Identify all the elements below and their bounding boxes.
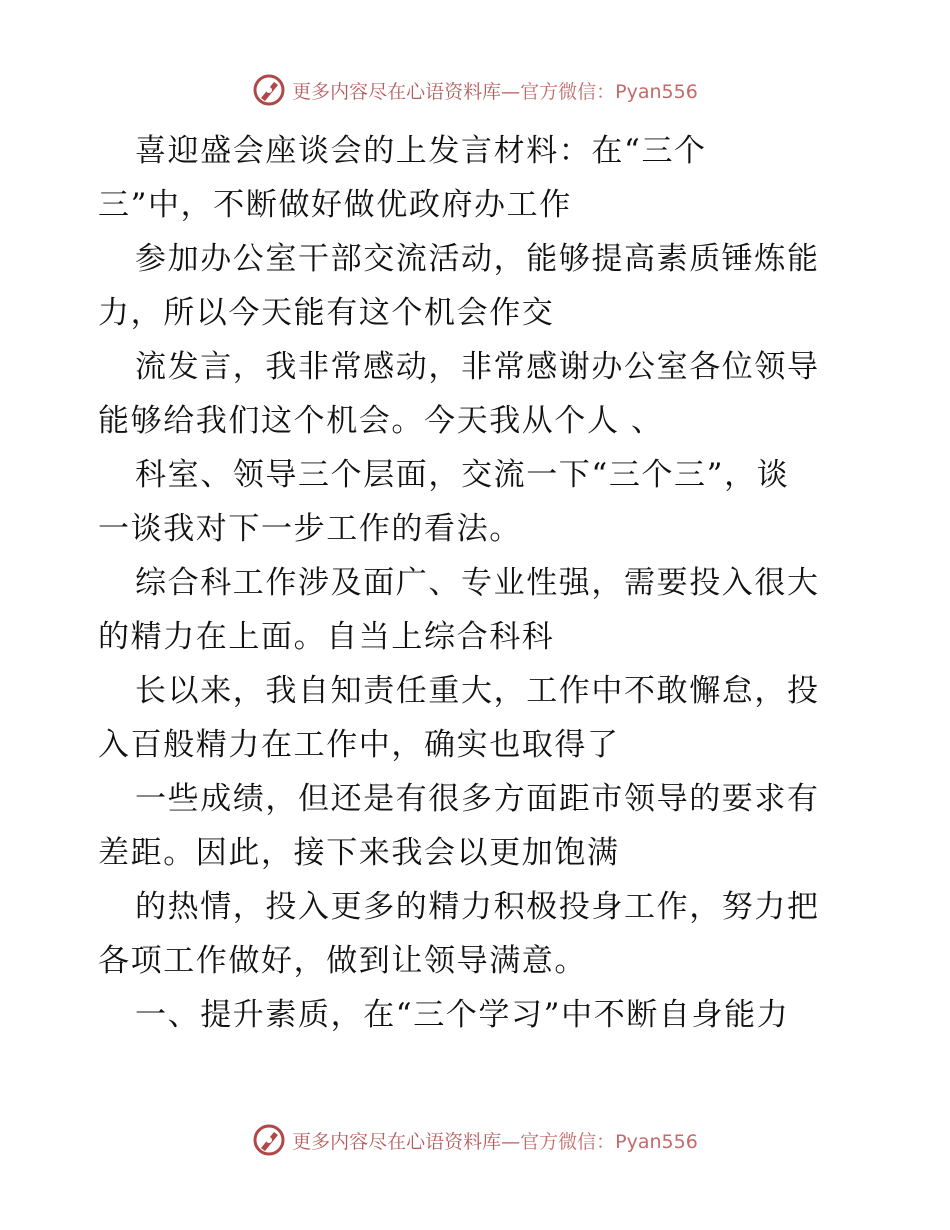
doc-line: 科室、领导三个层面，交流一下“三个三”，谈 — [135, 457, 790, 493]
footer-site-text: 更多内容尽在心语资料库— — [292, 1130, 521, 1153]
doc-line: 长以来，我自知责任重大，工作中不敢懈怠，投 — [135, 673, 820, 709]
doc-line: 各项工作做好，做到让领导满意。 — [98, 943, 587, 979]
pen-circle-logo-icon — [252, 73, 286, 107]
doc-line: 能够给我们这个机会。今天我从个人 、 — [98, 403, 664, 439]
doc-line: 流发言，我非常感动，非常感谢办公室各位领导 — [135, 349, 820, 385]
doc-line: 的精力在上面。自当上综合科科 — [98, 619, 555, 655]
header-wechat-text: 官方微信：Pyan556 — [520, 80, 698, 103]
doc-line: 的热情，投入更多的精力积极投身工作，努力把 — [135, 889, 820, 925]
footer-banner — [0, 1120, 950, 1160]
doc-line: 一谈我对下一步工作的看法。 — [98, 511, 522, 547]
doc-line: 入百般精力在工作中，确实也取得了 — [98, 727, 620, 763]
doc-line: 力，所以今天能有这个机会作交 — [98, 295, 555, 331]
doc-line: 一、提升素质，在“三个学习”中不断自身能力 — [135, 997, 790, 1033]
header-banner — [0, 70, 950, 110]
pen-circle-logo-icon — [252, 1123, 286, 1157]
doc-line: 一些成绩，但还是有很多方面距市领导的要求有 — [135, 781, 820, 817]
doc-line: 综合科工作涉及面广、专业性强，需要投入很大 — [135, 565, 820, 601]
doc-line: 喜迎盛会座谈会的上发言材料：在“三个 — [135, 133, 707, 169]
doc-line: 参加办公室干部交流活动，能够提高素质锤炼能 — [135, 241, 820, 277]
doc-line: 三”中，不断做好做优政府办工作 — [98, 187, 572, 223]
document-body — [98, 124, 858, 1042]
header-site-text: 更多内容尽在心语资料库— — [292, 80, 521, 103]
doc-line: 差距。因此，接下来我会以更加饱满 — [98, 835, 620, 871]
footer-wechat-text: 官方微信：Pyan556 — [520, 1130, 698, 1153]
